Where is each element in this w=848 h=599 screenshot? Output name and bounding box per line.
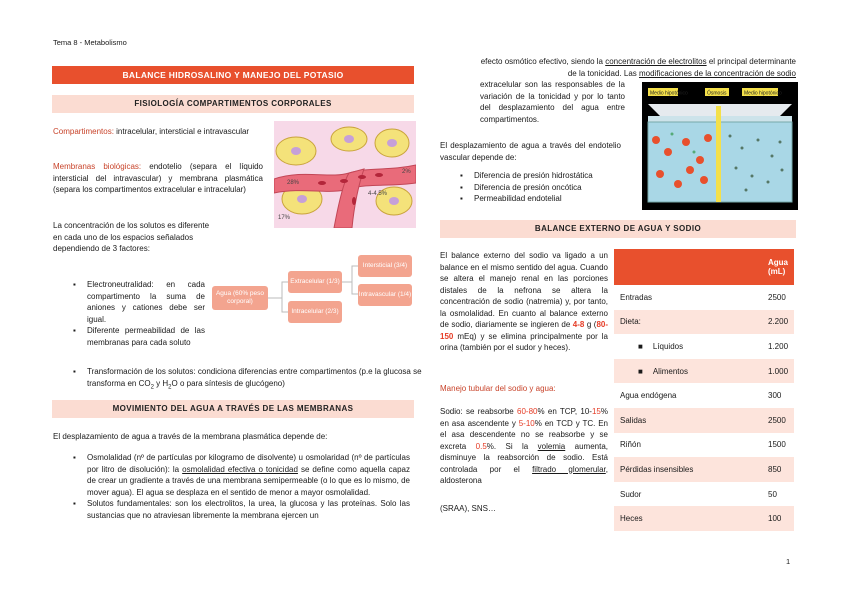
balance-text-c: mEq) y se elimina principalmente por la orina (también por el sudor y heces). bbox=[440, 331, 608, 352]
table-cell-value: 2.200 bbox=[760, 310, 794, 335]
osmolalidad-item bbox=[65, 452, 410, 498]
manejo-tubular-title: Manejo tubular del sodio y agua: bbox=[440, 384, 556, 393]
table-cell-value: 50 bbox=[760, 482, 794, 507]
table-cell-label: Agua endógena bbox=[614, 383, 760, 408]
table-row bbox=[614, 457, 794, 482]
movimiento-list bbox=[65, 452, 410, 521]
compartimentos-text: intracelular, intersticial e intravascular bbox=[113, 127, 250, 136]
sodio-hl-tcd: 5-10 bbox=[518, 418, 535, 428]
bullet-icon: ■ bbox=[638, 341, 643, 351]
node-intravascular: Intravascular (1/4) bbox=[358, 284, 412, 306]
continuation-paragraph-2: extracelular son las responsables de la variación de la tonicidad y por lo tanto del desplazamiento del agua entre compartimentos. bbox=[480, 80, 625, 124]
h2o-subscript: 2 bbox=[168, 384, 172, 391]
table-cell-label bbox=[614, 359, 760, 384]
compartimentos-label: Compartimentos: bbox=[53, 127, 114, 136]
sodio-hl-tcp: 60-80 bbox=[517, 407, 538, 416]
table-header-agua: Agua (mL) bbox=[760, 249, 794, 285]
table-row bbox=[614, 310, 794, 335]
balance-text-a: El balance externo del sodio va ligado a un balance en el mismo sentido del agua. Cuando se altera el manejo renal en las porciones distales de la nefrona se altera la concentración de sodio (natremia) y, por tanto, la osmolalidad. En cuanto al balance externo de sodio, diariamente se ingieren de bbox=[440, 251, 608, 329]
factor-item: ▪ Electroneutralidad: en cada compartimento la suma de aniones y cationes debe ser igual. bbox=[65, 279, 205, 325]
compartimentos-paragraph bbox=[53, 126, 263, 138]
table-row bbox=[614, 383, 794, 408]
transformacion-text-a: Transformación de los solutos: condiciona diferencias entre compartimentos (p.e la glucosa se transforma en CO bbox=[87, 367, 422, 388]
table-row bbox=[614, 506, 794, 531]
table-cell-value: 1.000 bbox=[760, 359, 794, 384]
membranas-label: Membranas biológicas: bbox=[53, 162, 142, 171]
continuation-underline-electrolitos: concentración de electrolitos bbox=[605, 57, 707, 66]
transformacion-list bbox=[65, 366, 425, 394]
osmolalidad-underlined: osmolalidad efectiva o tonicidad bbox=[182, 464, 298, 474]
bullet-icon: ■ bbox=[638, 366, 643, 376]
membranas-paragraph bbox=[53, 161, 263, 196]
movimiento-intro: El desplazamiento de agua a través de la membrana plasmática depende de: bbox=[53, 432, 328, 441]
factores-list bbox=[65, 279, 205, 348]
endotelio-list bbox=[452, 170, 632, 205]
table-cell-label: Entradas bbox=[614, 285, 760, 310]
table-cell-value: 1.200 bbox=[760, 334, 794, 359]
document-title: Tema 8 - Metabolismo bbox=[53, 38, 127, 47]
table-header-row bbox=[614, 249, 794, 285]
table-cell-value: 850 bbox=[760, 457, 794, 482]
continuation-paragraph bbox=[480, 56, 796, 79]
balance-paragraph bbox=[440, 250, 608, 354]
sodio-text-a: Sodio: se reabsorbe bbox=[440, 407, 518, 416]
table-row bbox=[614, 433, 794, 458]
sodio-paragraph bbox=[440, 406, 608, 487]
osmosis-svg bbox=[642, 82, 798, 210]
osmosis-illustration bbox=[642, 82, 798, 210]
node-intracelular: Intracelular (2/3) bbox=[288, 301, 342, 323]
continuation-text-b: el principal determinante de la tonicidad. Las bbox=[567, 57, 796, 78]
transformacion-item bbox=[65, 366, 425, 394]
section-banner-balance-hidrosalino: BALANCE HIDROSALINO Y MANEJO DEL POTASIO bbox=[52, 66, 414, 84]
table-cell-label: Sudor bbox=[614, 482, 760, 507]
endotelio-item: ▪ Diferencia de presión hidrostática bbox=[452, 170, 632, 182]
membranas-text: endotelio (separa el líquido intersticial del intravascular) y membrana plasmática (separa los compartimentos extracelular e intracelular) bbox=[53, 162, 263, 194]
table-cell-value: 2500 bbox=[760, 408, 794, 433]
image-label-2: 2% bbox=[402, 169, 411, 175]
osmolalidad-text-b: se define como aquella capaz de crear un gradiente a través de una membrana semipermeable (o lo que es lo mismo, de mover agua). El agua se desplaza en el sentido de menor a mayor osmolalidad. bbox=[87, 464, 410, 497]
node-intersticial: Intersticial (3/4) bbox=[358, 255, 412, 277]
table-cell-label: Riñón bbox=[614, 433, 760, 458]
concentracion-paragraph: La concentración de los solutos es diferente en cada uno de los espacios señalados dependiendo de 3 factores: bbox=[53, 221, 210, 253]
image-label-17: 17% bbox=[278, 215, 291, 221]
subheader-balance-externo: BALANCE EXTERNO DE AGUA Y SODIO bbox=[440, 220, 796, 238]
table-row bbox=[614, 285, 794, 310]
balance-hl-gramos: 4-8 bbox=[572, 320, 585, 329]
balance-text-b: g ( bbox=[584, 320, 597, 329]
sodio-hl-asa: 15 bbox=[591, 407, 601, 416]
sodio-text-c: % en asa ascendente y bbox=[440, 407, 608, 428]
table-row bbox=[614, 482, 794, 507]
osmolalidad-text-a: Osmolalidad (nº de partículas por kilogramo de disolvente) u osmolaridad (nº de partículas por litro de disolución): la bbox=[87, 453, 410, 474]
osmosis-label-left: Medio hipotónico bbox=[650, 90, 688, 97]
transformacion-text-c: O o para síntesis de glucógeno) bbox=[171, 378, 285, 388]
sodio-text-d: % en TCD y TC. En el asa descendente no se reabsorbe y se excreta bbox=[440, 418, 608, 451]
node-extracelular: Extracelular (1/3) bbox=[288, 271, 342, 293]
image-label-4-4-5: 4-4.5% bbox=[368, 191, 388, 197]
tissue-illustration-svg bbox=[274, 121, 416, 228]
continuation-text-a: efecto osmótico efectivo, siendo la bbox=[480, 57, 606, 66]
sodio-underline-filtrado: filtrado glomerular bbox=[532, 464, 606, 474]
table-row bbox=[614, 408, 794, 433]
image-label-28: 28% bbox=[287, 180, 300, 186]
tissue-illustration bbox=[274, 121, 416, 228]
table-row bbox=[614, 334, 794, 359]
sodio-text-e: %. Si la bbox=[486, 441, 538, 451]
balance-hl-meq: 80-150 bbox=[440, 320, 608, 341]
water-balance-table bbox=[614, 249, 794, 531]
osmosis-label-right: Medio hipotónico bbox=[744, 90, 782, 97]
table-cell-value: 300 bbox=[760, 383, 794, 408]
sraa-text: (SRAA), SNS… bbox=[440, 504, 497, 513]
table-cell-label: Heces bbox=[614, 506, 760, 531]
sodio-text-b: % en TCP, 10- bbox=[537, 407, 592, 416]
factor-item: ▪ Diferente permeabilidad de las membranas para cada soluto bbox=[65, 325, 205, 348]
table-cell-value: 100 bbox=[760, 506, 794, 531]
sodio-text-g: , aldosterona bbox=[440, 464, 608, 485]
endotelio-item: ▪ Diferencia de presión oncótica bbox=[452, 182, 632, 194]
table-cell-value: 2500 bbox=[760, 285, 794, 310]
continuation-underline-sodio: modificaciones de la concentración de sodio bbox=[639, 68, 796, 78]
sodio-text-f: aumenta, disminuye la reabsorción de sodio. Está controlada por el bbox=[440, 441, 608, 474]
co2-subscript: 2 bbox=[150, 384, 154, 391]
node-agua: Agua (60% peso corporal) bbox=[212, 286, 268, 310]
table-cell-label-text: Líquidos bbox=[652, 341, 684, 351]
page-number: 1 bbox=[786, 557, 791, 566]
transformacion-text-b: y H bbox=[153, 378, 169, 388]
compartments-diagram bbox=[210, 254, 420, 334]
table-header-empty bbox=[614, 249, 760, 285]
table-cell-label bbox=[614, 334, 760, 359]
solutos-item: ▪ Solutos fundamentales: son los electrolitos, la urea, la glucosa y las proteínas. Solo las sustancias que no atraviesan libremente la membrana ejercen un bbox=[65, 498, 410, 521]
table-cell-label: Salidas bbox=[614, 408, 760, 433]
subheader-movimiento-agua: MOVIMIENTO DEL AGUA A TRAVÉS DE LAS MEMBRANAS bbox=[52, 400, 414, 418]
endotelio-intro: El desplazamiento de agua a través del endotelio vascular depende de: bbox=[440, 141, 621, 162]
osmosis-label-mid: Ósmosis bbox=[707, 90, 727, 97]
sodio-hl-excreta: 0.5 bbox=[475, 441, 487, 451]
table-cell-label: Pérdidas insensibles bbox=[614, 457, 760, 482]
table-cell-label: Dieta: bbox=[614, 310, 760, 335]
table-row bbox=[614, 359, 794, 384]
table-cell-value: 1500 bbox=[760, 433, 794, 458]
sodio-underline-volemia: volemia bbox=[537, 441, 566, 451]
endotelio-item: ▪ Permeabilidad endotelial bbox=[452, 193, 632, 205]
table-cell-label-text: Alimentos bbox=[652, 366, 688, 376]
subheader-fisiologia: FISIOLOGÍA COMPARTIMENTOS CORPORALES bbox=[52, 95, 414, 113]
